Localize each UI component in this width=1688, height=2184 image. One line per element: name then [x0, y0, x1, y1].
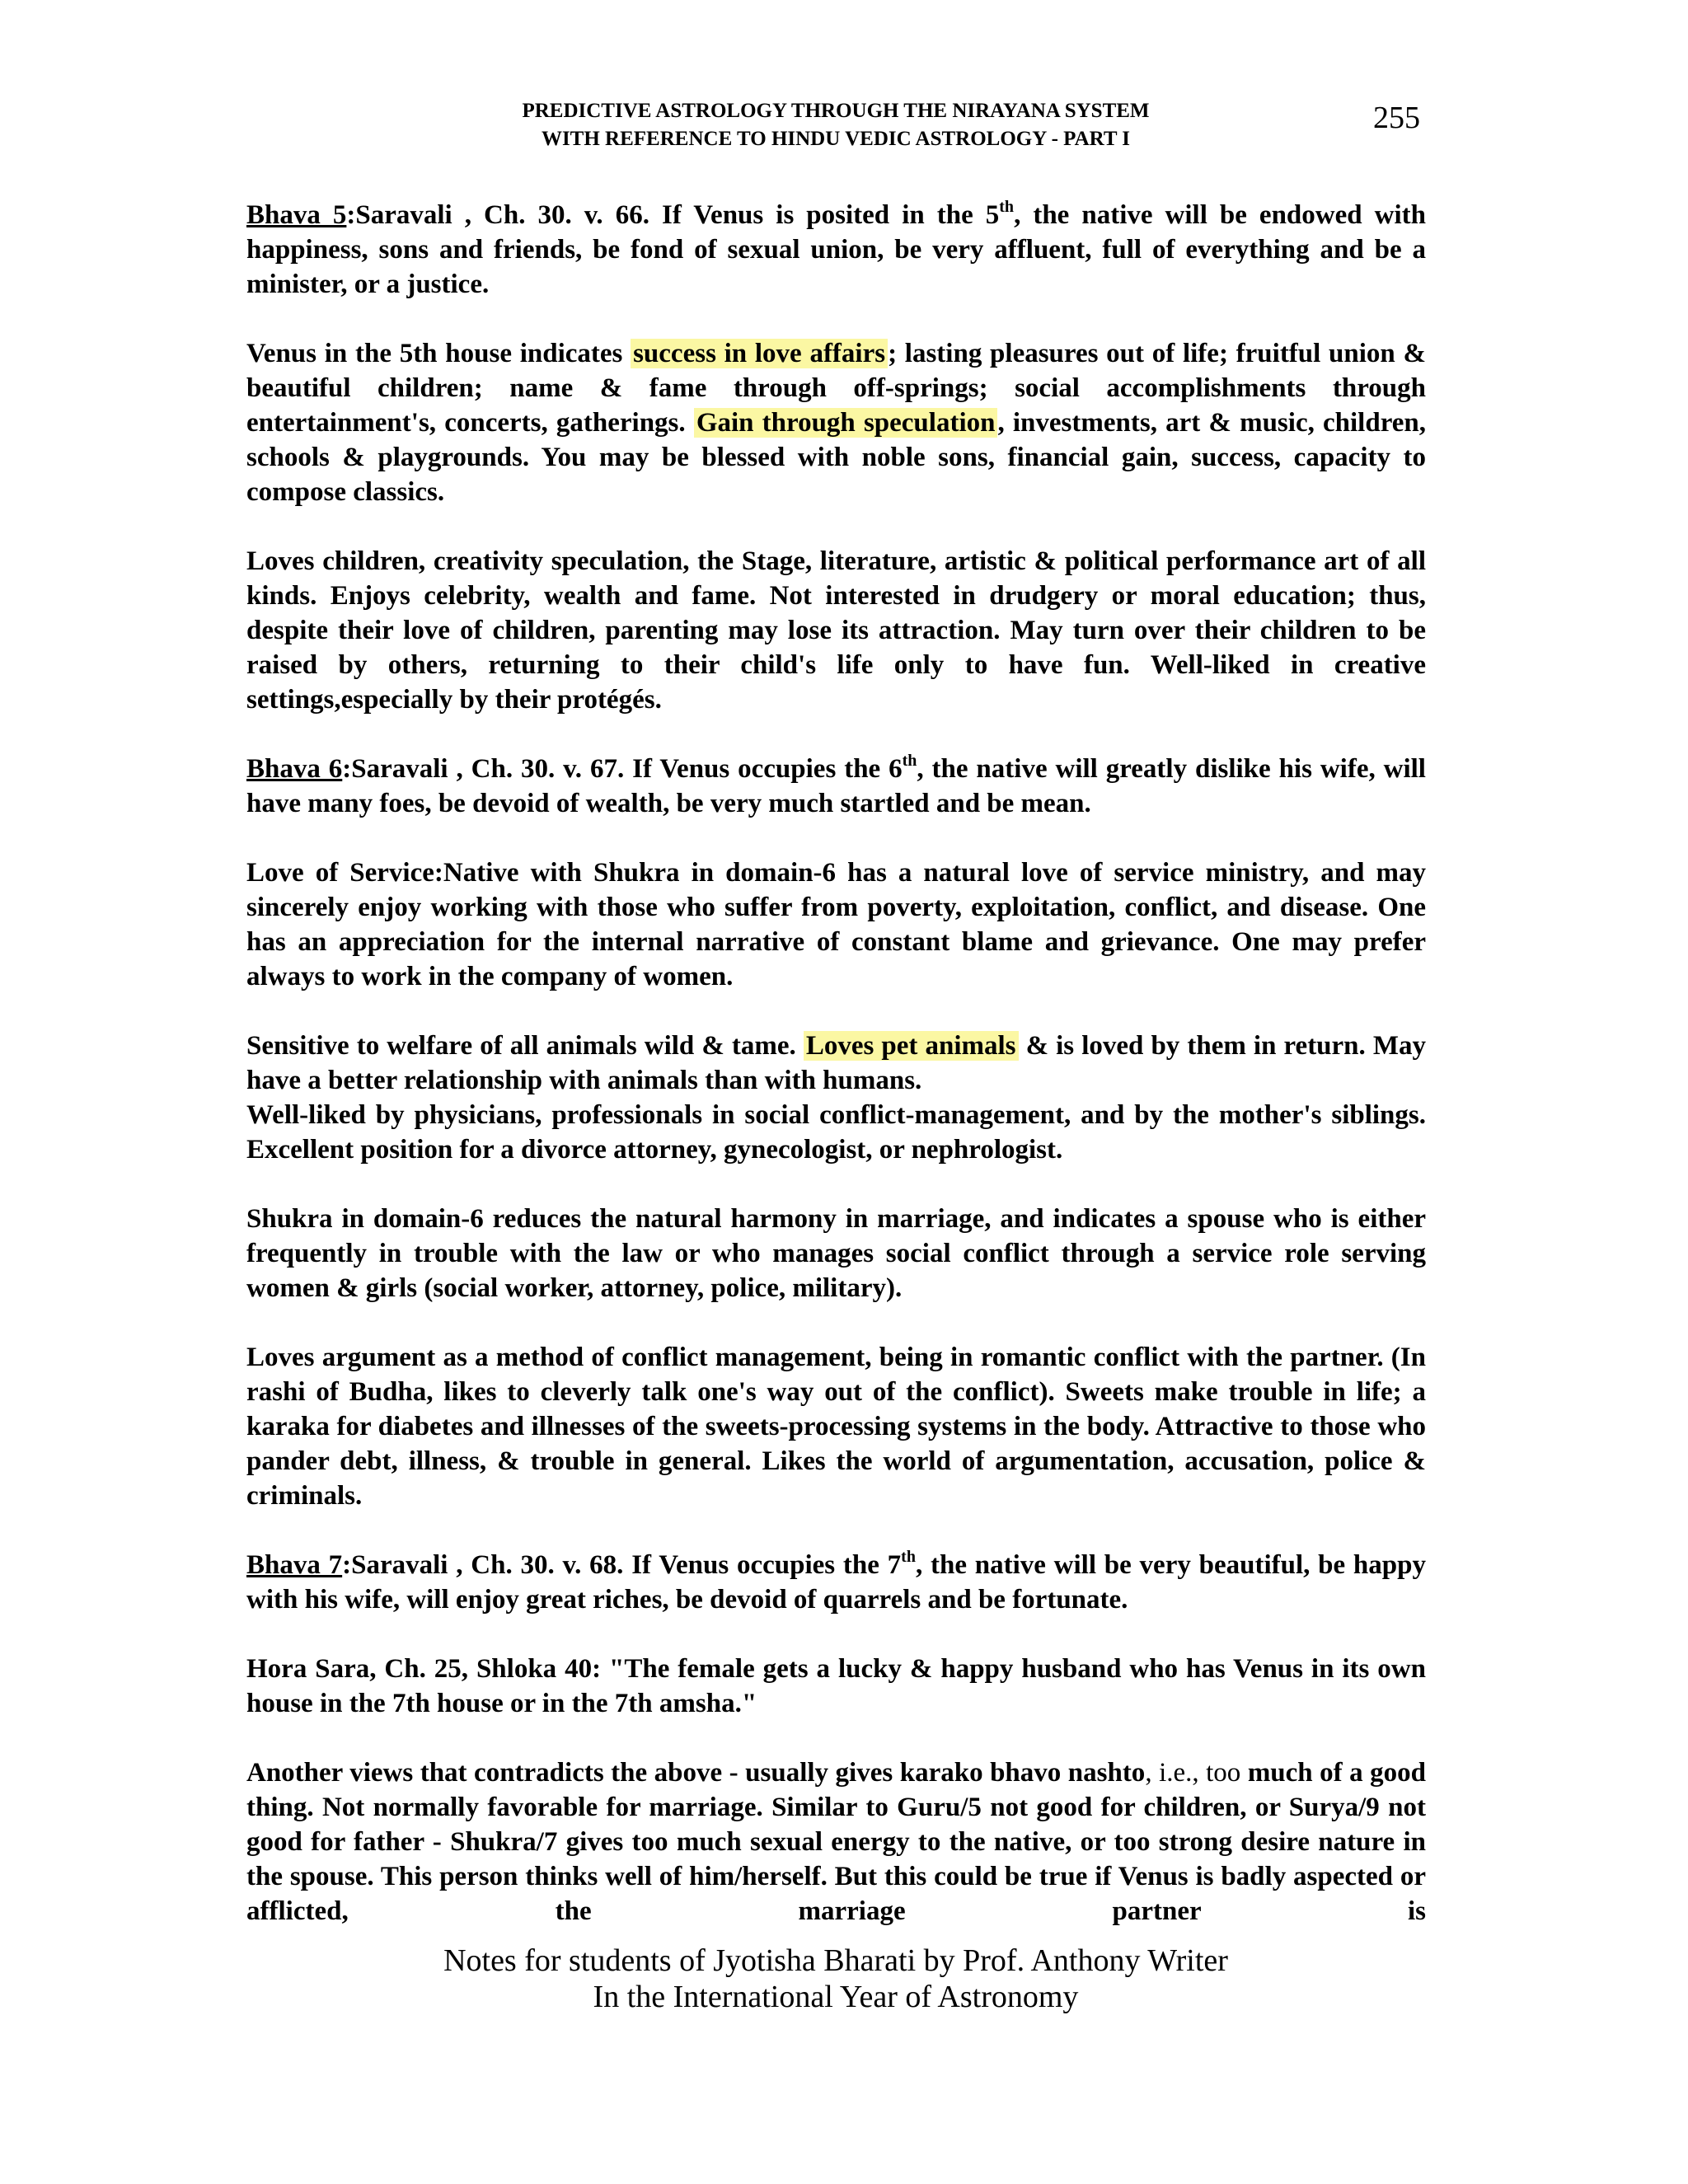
highlight-gain-speculation: Gain through speculation: [694, 408, 998, 438]
header-line-1: PREDICTIVE ASTROLOGY THROUGH THE NIRAYANA SYSTEM: [522, 100, 1150, 122]
paragraph-loves-children: Loves children, creativity speculation, the Stage, literature, artistic & political performance art of all kinds. Enjoys celebrity, wealth and fame. Not interested in drudgery or moral education; thus, despite their love of children, parenting may lose its attraction. May turn over their children to be raised by others, returning to their child's life only to have fun. Well-liked in creative settings,especially by their protégés.: [246, 546, 1426, 715]
paragraph-bhava-6: Bhava 6:Saravali , Ch. 30. v. 67. If Venus occupies the 6th, the native will greatly dislike his wife, will have many foes, be devoid of wealth, be very much startled and be mean.: [246, 752, 1426, 818]
page-number: 255: [1373, 101, 1420, 135]
paragraph-animals: Sensitive to welfare of all animals wild & tame. Loves pet animals & is loved by them in return. May have a better relationship with animals than with humans.: [246, 1031, 1426, 1095]
paragraph-another-views: Another views that contradicts the above - usually gives karako bhavo nashto, i.e., too much of a good thing. Not normally favorable for marriage. Similar to Guru/5 not good for children, or Surya/9 not good for father - Shukra/7 gives too much sexual energy to the native, or too strong desire nature in the spouse. This person thinks well of him/herself. But this could be true if Venus is badly aspected or afflicted, the marriage partner is: [246, 1758, 1427, 1926]
footer-line-2: In the International Year of Astronomy: [593, 1980, 1079, 2014]
footer-line-1: Notes for students of Jyotisha Bharati by Prof. Anthony Writer: [443, 1943, 1228, 1978]
bhava-6-heading: Bhava 6: [246, 754, 343, 784]
paragraph-shukra-domain-6: Shukra in domain-6 reduces the natural harmony in marriage, and indicates a spouse who is either frequently in trouble with the law or who manages social conflict through a service role serving women & girls (social worker, attorney, police, military).: [246, 1204, 1426, 1303]
paragraph-venus-5th-house: Venus in the 5th house indicates success in love affairs; lasting pleasures out of life; fruitful union & beautiful children; name & fame through off-springs; social accomplishments through entertainment's, concerts, gatherings. Gain through speculation, investments, art & music, children, schools & playgrounds. You may be blessed with noble sons, financial gain, success, capacity to compose classics.: [246, 339, 1426, 507]
paragraph-love-of-service: Love of Service:Native with Shukra in domain-6 has a natural love of service ministry, and may sincerely enjoy working with those who suffer from poverty, exploitation, conflict, and disease. One has an appreciation for the internal narrative of constant blame and grievance. One may prefer always to work in the company of women.: [246, 858, 1426, 991]
document-body: [246, 198, 1426, 1929]
highlight-loves-pet-animals: Loves pet animals: [804, 1031, 1019, 1061]
paragraph-loves-argument: Loves argument as a method of conflict management, being in romantic conflict with the partner. (In rashi of Budha, likes to cleverly talk one's way out of the conflict). Sweets make trouble in life; a karaka for diabetes and illnesses of the sweets-processing systems in the body. Attractive to those who pander debt, illness, & trouble in general. Likes the world of argumentation, accusation, police & criminals.: [246, 1343, 1426, 1511]
highlight-success-in-love: success in love affairs: [631, 339, 888, 368]
bhava-5-heading: Bhava 5: [246, 200, 347, 230]
paragraph-well-liked: Well-liked by physicians, professionals in social conflict-management, and by the mother's siblings. Excellent position for a divorce attorney, gynecologist, or nephrologist.: [246, 1100, 1426, 1165]
bhava-7-heading: Bhava 7: [246, 1550, 343, 1580]
header-line-2: WITH REFERENCE TO HINDU VEDIC ASTROLOGY - PART I: [541, 128, 1131, 150]
paragraph-bhava-7: Bhava 7:Saravali , Ch. 30. v. 68. If Venus occupies the 7th, the native will be very beautiful, be happy with his wife, will enjoy great riches, be devoid of quarrels and be fortunate.: [246, 1548, 1426, 1615]
running-header: [0, 97, 1688, 153]
paragraph-hora-sara: Hora Sara, Ch. 25, Shloka 40: "The female gets a lucky & happy husband who has Venus in its own house in the 7th house or in the 7th amsha.": [246, 1654, 1426, 1718]
paragraph-bhava-5: Bhava 5:Saravali , Ch. 30. v. 66. If Venus is posited in the 5th, the native will be endowed with happiness, sons and friends, be fond of sexual union, be very affluent, full of everything and be a minister, or a justice.: [246, 198, 1426, 299]
page-footer: [0, 1943, 1688, 2015]
